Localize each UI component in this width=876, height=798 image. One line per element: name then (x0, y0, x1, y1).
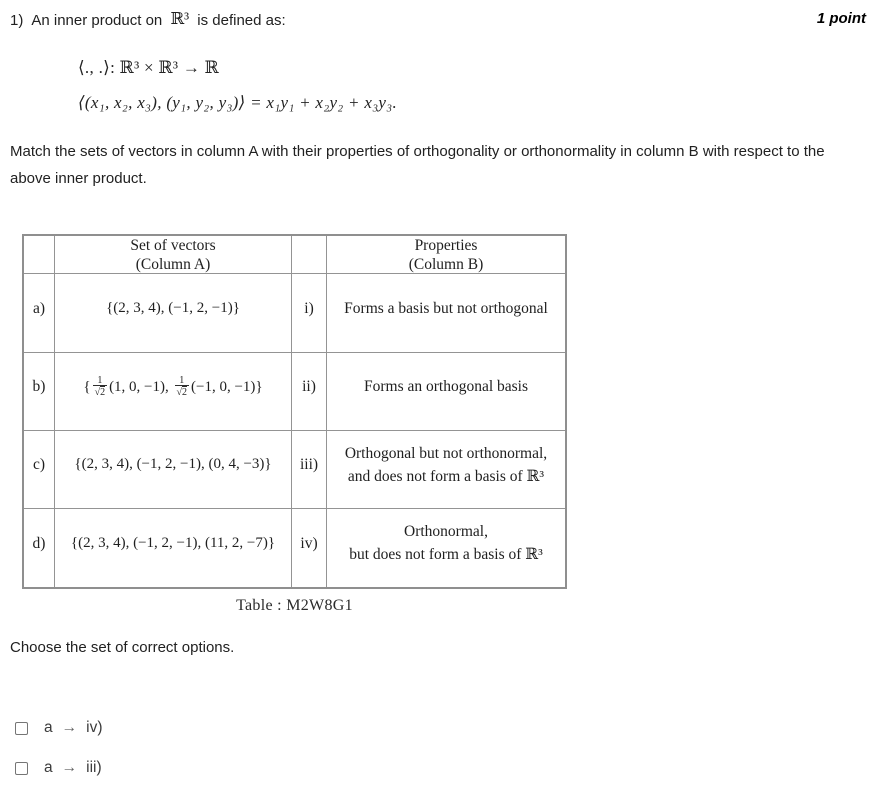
row-c-numeral: iii) (292, 431, 327, 509)
formula-inner-product-map: ⟨., .⟩: ℝ³ × ℝ³ → ℝ (78, 58, 220, 77)
column-b-subtitle: (Column B) (408, 255, 484, 273)
right-arrow-icon: → (61, 759, 78, 776)
option-a-to-iv[interactable] (15, 719, 102, 737)
right-arrow-icon: → (61, 719, 78, 736)
points-badge: 1 point (816, 10, 866, 27)
question-header (10, 10, 866, 30)
row-c-label: c) (24, 431, 55, 509)
row-d-property: Orthonormal, but does not form a basis of ℝ³ (349, 523, 543, 563)
row-a-label: a) (24, 274, 55, 353)
question-text-after-math: is defined as: (197, 12, 286, 29)
row-a-vectors: {(2, 3, 4), (−1, 2, −1)} (55, 274, 292, 353)
column-a-subtitle: (Column A) (135, 255, 211, 273)
header-row-label-spacer (24, 236, 55, 274)
fraction-1-over-sqrt2: $\frac{1}{√2}$ (176, 374, 188, 398)
row-b-label: b) (24, 353, 55, 431)
formula-inner-product-definition: ⟨(x₁, x₂, x₃), (y₁, y₂, y₃)⟩ = x₁y₁ + x₂y₂ + x₃y₃. (78, 93, 398, 112)
row-c-vectors: {(2, 3, 4), (−1, 2, −1), (0, 4, −3)} (55, 431, 292, 509)
option-a-to-iii[interactable] (15, 759, 102, 777)
match-table (22, 234, 567, 589)
question-text-before-math: An inner product on (31, 12, 163, 29)
row-a-property: Forms a basis but not orthogonal (327, 274, 565, 353)
question-number: 1) (10, 12, 24, 29)
question-title (10, 10, 286, 30)
column-a-title: Set of vectors (130, 236, 216, 254)
row-d-numeral: iv) (292, 509, 327, 587)
options-prompt: Choose the set of correct options. (10, 639, 235, 656)
fraction-1-over-sqrt2: $\frac{1}{√2}$ (94, 374, 106, 398)
header-column-a (55, 236, 292, 274)
row-c-property: Orthogonal but not orthonormal, and does not form a basis of ℝ³ (327, 431, 565, 509)
match-instruction: Match the sets of vectors in column A with their properties of orthogonality or orthonormality in column B with respect to the above inner product. (10, 143, 825, 187)
option-checkbox[interactable] (15, 722, 28, 735)
header-column-b (327, 236, 565, 274)
header-numeral-spacer (292, 236, 327, 274)
row-d-label: d) (24, 509, 55, 587)
row-a-numeral: i) (292, 274, 327, 353)
row-d-vectors: {(2, 3, 4), (−1, 2, −1), (11, 2, −7)} (55, 509, 292, 587)
column-b-title: Properties (414, 236, 478, 254)
radical-sign: √ (94, 386, 101, 398)
row-b-numeral: ii) (292, 353, 327, 431)
option-checkbox[interactable] (15, 762, 28, 775)
table-caption: Table : M2W8G1 (236, 597, 353, 614)
inline-math-r3: ℝ³ (170, 9, 190, 28)
option-label[interactable]: a → iv) (44, 719, 103, 736)
radical-sign: √ (176, 386, 183, 398)
row-b-property: Forms an orthogonal basis (327, 353, 565, 431)
option-label[interactable]: a → iii) (44, 759, 102, 776)
row-b-vectors: { $\frac{1}{√2}$ (1, 0, −1), $\frac{1}{√2}$ (−1, 0, −1)} (55, 353, 292, 431)
